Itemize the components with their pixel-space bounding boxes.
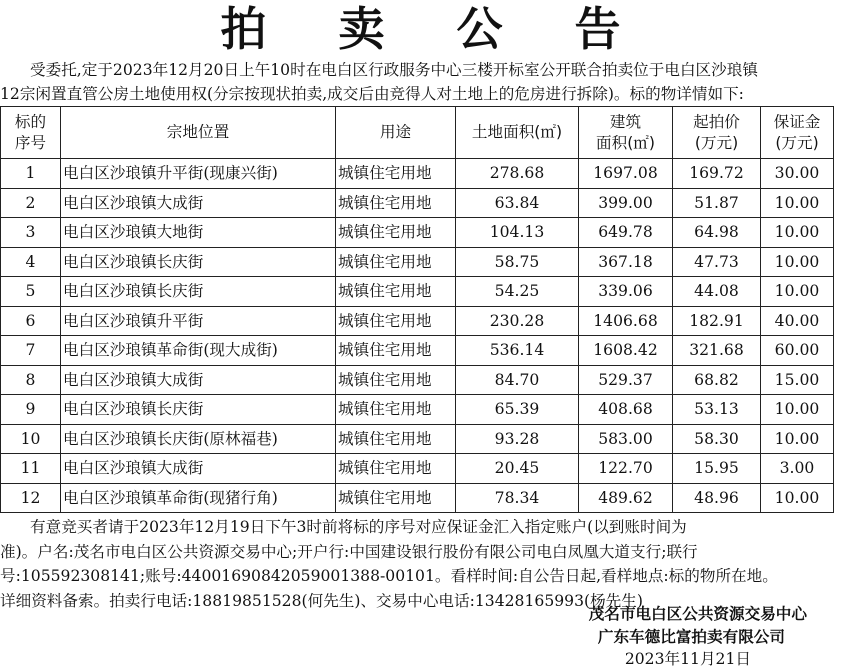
cell-deposit: 10.00	[761, 424, 834, 454]
table-row	[1, 277, 834, 307]
signature-organization-1: 茂名市电白区公共资源交易中心	[588, 605, 807, 623]
cell-location: 电白区沙琅镇革命街(现猪行角)	[61, 483, 336, 513]
cell-land-area: 65.39	[456, 395, 579, 425]
cell-location: 电白区沙琅镇大成街	[61, 454, 336, 484]
cell-location: 电白区沙琅镇革命街(现大成街)	[61, 336, 336, 366]
cell-no: 9	[1, 395, 61, 425]
cell-starting-price: 15.95	[673, 454, 761, 484]
cell-building-area: 489.62	[579, 483, 673, 513]
cell-usage: 城镇住宅用地	[336, 188, 456, 218]
cell-usage: 城镇住宅用地	[336, 306, 456, 336]
cell-usage: 城镇住宅用地	[336, 277, 456, 307]
table-row	[1, 365, 834, 395]
header-lot-number: 标的 序号	[1, 107, 61, 159]
cell-starting-price: 47.73	[673, 247, 761, 277]
cell-deposit: 10.00	[761, 188, 834, 218]
cell-no: 7	[1, 336, 61, 366]
footer-line-3: 号:105592308141;账号:44001690842059001388-00101。看样时间:自公告日起,看样地点:标的物所在地。	[0, 567, 778, 585]
cell-deposit: 10.00	[761, 395, 834, 425]
cell-building-area: 339.06	[579, 277, 673, 307]
cell-starting-price: 68.82	[673, 365, 761, 395]
table-row	[1, 247, 834, 277]
cell-land-area: 104.13	[456, 218, 579, 248]
cell-deposit: 40.00	[761, 306, 834, 336]
cell-location: 电白区沙琅镇长庆街	[61, 277, 336, 307]
cell-starting-price: 321.68	[673, 336, 761, 366]
cell-land-area: 93.28	[456, 424, 579, 454]
cell-starting-price: 169.72	[673, 159, 761, 189]
auction-lots-table	[0, 106, 834, 513]
footer-line-1: 有意竞买者请于2023年12月19日下午3时前将标的序号对应保证金汇入指定账户(以到账时间为	[30, 518, 687, 536]
cell-location: 电白区沙琅镇升平街	[61, 306, 336, 336]
table-row	[1, 306, 834, 336]
cell-building-area: 1406.68	[579, 306, 673, 336]
cell-starting-price: 53.13	[673, 395, 761, 425]
header-usage: 用途	[336, 107, 456, 159]
header-land-area: 土地面积(㎡)	[456, 107, 579, 159]
intro-line-2: 12宗闲置直管公房土地使用权(分宗按现状拍卖,成交后由竞得人对土地上的危房进行拆除)。标的物详情如下:	[0, 85, 744, 103]
cell-usage: 城镇住宅用地	[336, 336, 456, 366]
cell-building-area: 367.18	[579, 247, 673, 277]
cell-deposit: 3.00	[761, 454, 834, 484]
cell-no: 1	[1, 159, 61, 189]
cell-no: 2	[1, 188, 61, 218]
cell-usage: 城镇住宅用地	[336, 159, 456, 189]
cell-usage: 城镇住宅用地	[336, 365, 456, 395]
cell-land-area: 536.14	[456, 336, 579, 366]
cell-no: 11	[1, 454, 61, 484]
cell-building-area: 1608.42	[579, 336, 673, 366]
cell-starting-price: 48.96	[673, 483, 761, 513]
notice-title: 拍 卖 公 告	[220, 2, 649, 56]
cell-no: 8	[1, 365, 61, 395]
footer-paragraph	[0, 515, 841, 613]
header-building-area: 建筑 面积(㎡)	[579, 107, 673, 159]
cell-starting-price: 44.08	[673, 277, 761, 307]
signature-organization-2: 广东车德比富拍卖有限公司	[597, 628, 785, 646]
cell-location: 电白区沙琅镇大成街	[61, 188, 336, 218]
cell-building-area: 408.68	[579, 395, 673, 425]
cell-starting-price: 51.87	[673, 188, 761, 218]
header-deposit: 保证金 (万元)	[761, 107, 834, 159]
cell-land-area: 58.75	[456, 247, 579, 277]
cell-usage: 城镇住宅用地	[336, 424, 456, 454]
cell-land-area: 63.84	[456, 188, 579, 218]
table-row	[1, 454, 834, 484]
header-starting-price: 起拍价 (万元)	[673, 107, 761, 159]
cell-building-area: 529.37	[579, 365, 673, 395]
table-row	[1, 159, 834, 189]
table-row	[1, 188, 834, 218]
cell-location: 电白区沙琅镇大地街	[61, 218, 336, 248]
table-row	[1, 395, 834, 425]
footer-line-4: 详细资料备索。拍卖行电话:18819851528(何先生)、交易中心电话:13428165993(杨先生)	[0, 591, 643, 610]
cell-location: 电白区沙琅镇长庆街	[61, 395, 336, 425]
cell-no: 10	[1, 424, 61, 454]
intro-line-1: 受委托,定于2023年12月20日上午10时在电白区行政服务中心三楼开标室公开联合拍卖位于电白区沙琅镇	[30, 61, 758, 79]
cell-location: 电白区沙琅镇升平街(现康兴街)	[61, 159, 336, 189]
cell-deposit: 10.00	[761, 277, 834, 307]
cell-no: 12	[1, 483, 61, 513]
cell-no: 5	[1, 277, 61, 307]
cell-building-area: 1697.08	[579, 159, 673, 189]
table-row	[1, 218, 834, 248]
cell-deposit: 30.00	[761, 159, 834, 189]
footer-line-2: 准)。户名:茂名市电白区公共资源交易中心;开户行:中国建设银行股份有限公司电白凤凰大道支行;联行	[0, 542, 698, 561]
cell-building-area: 583.00	[579, 424, 673, 454]
cell-location: 电白区沙琅镇长庆街	[61, 247, 336, 277]
cell-usage: 城镇住宅用地	[336, 483, 456, 513]
cell-land-area: 230.28	[456, 306, 579, 336]
cell-deposit: 15.00	[761, 365, 834, 395]
cell-deposit: 10.00	[761, 483, 834, 513]
intro-paragraph	[0, 58, 841, 106]
cell-usage: 城镇住宅用地	[336, 218, 456, 248]
cell-location: 电白区沙琅镇长庆街(原林福巷)	[61, 424, 336, 454]
cell-land-area: 54.25	[456, 277, 579, 307]
cell-deposit: 10.00	[761, 247, 834, 277]
cell-usage: 城镇住宅用地	[336, 395, 456, 425]
cell-location: 电白区沙琅镇大成街	[61, 365, 336, 395]
cell-no: 6	[1, 306, 61, 336]
cell-no: 4	[1, 247, 61, 277]
cell-land-area: 20.45	[456, 454, 579, 484]
cell-starting-price: 58.30	[673, 424, 761, 454]
table-row	[1, 424, 834, 454]
cell-starting-price: 64.98	[673, 218, 761, 248]
table-row	[1, 483, 834, 513]
cell-deposit: 60.00	[761, 336, 834, 366]
cell-usage: 城镇住宅用地	[336, 247, 456, 277]
cell-usage: 城镇住宅用地	[336, 454, 456, 484]
cell-building-area: 399.00	[579, 188, 673, 218]
signature-date: 2023年11月21日	[624, 650, 751, 668]
cell-land-area: 278.68	[456, 159, 579, 189]
table-row	[1, 336, 834, 366]
cell-no: 3	[1, 218, 61, 248]
table-header-row	[1, 107, 834, 159]
cell-deposit: 10.00	[761, 218, 834, 248]
header-location: 宗地位置	[61, 107, 336, 159]
cell-land-area: 84.70	[456, 365, 579, 395]
cell-building-area: 649.78	[579, 218, 673, 248]
cell-building-area: 122.70	[579, 454, 673, 484]
cell-land-area: 78.34	[456, 483, 579, 513]
cell-starting-price: 182.91	[673, 306, 761, 336]
